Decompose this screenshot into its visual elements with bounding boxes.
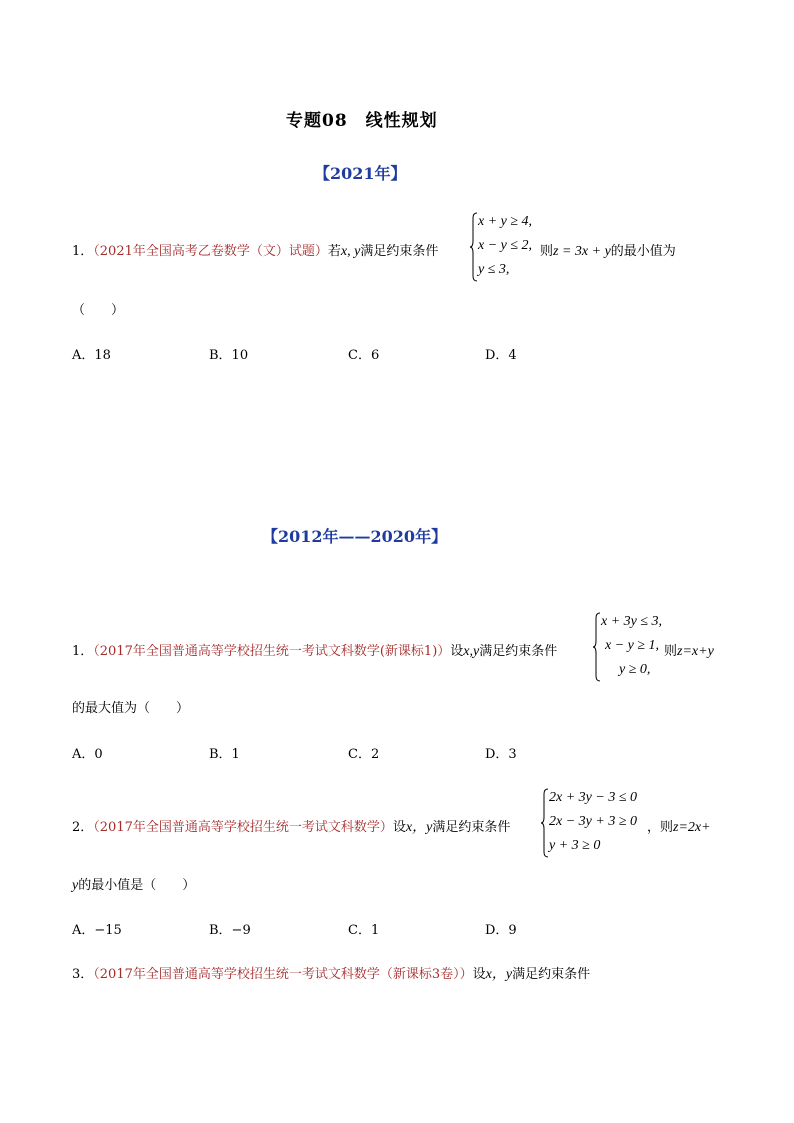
- objective-expression: z=x+y: [677, 644, 714, 659]
- option-c: C．1: [348, 923, 380, 938]
- question-text: 满足约束条件: [479, 644, 558, 659]
- constraint-system: [470, 212, 540, 282]
- option-b: B．−9: [209, 923, 251, 938]
- question-number: 3．: [72, 967, 94, 982]
- constraint-row: y + 3 ≥ 0: [549, 838, 601, 853]
- question-text: 若: [327, 244, 341, 259]
- constraint-row: 2x + 3y − 3 ≤ 0: [549, 790, 638, 805]
- question-number: 2．: [72, 820, 94, 835]
- left-brace-icon: [593, 612, 601, 682]
- section-heading-2021: 【2021年】: [314, 164, 407, 183]
- constraint-system: [593, 612, 663, 682]
- question-source: （2017年全国普通高等学校招生统一考试文科数学（新课标3卷））: [93, 967, 473, 982]
- objective-expression: z = 3x + y: [553, 244, 611, 259]
- option-a: A．−15: [72, 923, 122, 938]
- question-source: （2017年全国普通高等学校招生统一考试文科数学(新课标1)）: [93, 644, 451, 659]
- left-brace-icon: [470, 212, 478, 282]
- page-title: 专题08 线性规划: [286, 111, 438, 131]
- constraint-row: x − y ≤ 2,: [478, 238, 533, 253]
- question-continuation: [72, 874, 195, 894]
- left-brace-icon: [541, 788, 549, 858]
- constraint-row: x − y ≥ 1,: [605, 638, 660, 653]
- question-vars: x，y: [405, 820, 433, 835]
- question-vars: x，y: [485, 967, 513, 982]
- option-d: D．9: [485, 923, 517, 938]
- question-source: （2017年全国普通高等学校招生统一考试文科数学）: [93, 820, 393, 835]
- question-text: 满足约束条件: [512, 967, 591, 982]
- option-c: C．2: [348, 747, 380, 762]
- constraint-row: x + y ≥ 4,: [478, 214, 533, 229]
- question-text: 的最小值为: [610, 244, 676, 259]
- question-tail: [540, 240, 676, 260]
- question-3: [72, 963, 590, 983]
- answer-blank: （ ）: [72, 303, 125, 318]
- question-vars: x, y: [340, 244, 361, 259]
- question-text: 设: [472, 967, 486, 982]
- option-a: A．18: [72, 348, 111, 363]
- constraint-row: y ≥ 0,: [619, 662, 651, 677]
- objective-expression: z=2x+: [673, 820, 711, 835]
- question-vars: x,y: [463, 644, 480, 659]
- objective-variable: y: [72, 878, 79, 893]
- question-text: 设: [392, 820, 406, 835]
- option-a: A．0: [72, 747, 103, 762]
- constraint-row: y ≤ 3,: [478, 262, 510, 277]
- constraint-row: x + 3y ≤ 3,: [601, 614, 663, 629]
- question-continuation: 的最大值为（ ）: [72, 701, 190, 716]
- option-d: D．3: [485, 747, 517, 762]
- question-2: [72, 816, 510, 836]
- question-number: 1．: [72, 644, 94, 659]
- option-d: D．4: [485, 348, 517, 363]
- question-text: 满足约束条件: [360, 244, 439, 259]
- question-number: 1．: [72, 244, 94, 259]
- question-text: ，则: [647, 820, 674, 835]
- question-text: 设: [450, 644, 464, 659]
- question-tail: [647, 816, 711, 836]
- question-source: （2021年全国高考乙卷数学（文）试题）: [93, 244, 328, 259]
- question-text: 则: [664, 644, 678, 659]
- question-text: 满足约束条件: [432, 820, 511, 835]
- option-c: C．6: [348, 348, 380, 363]
- question-text: 则: [540, 244, 554, 259]
- question-text: 的最小值是（ ）: [78, 878, 196, 893]
- constraint-system: [541, 788, 647, 858]
- option-b: B．10: [209, 348, 249, 363]
- constraint-row: 2x − 3y + 3 ≥ 0: [549, 814, 638, 829]
- question-1: [72, 640, 557, 660]
- option-b: B．1: [209, 747, 240, 762]
- question-2021-1: [72, 240, 438, 260]
- question-tail: [664, 640, 714, 660]
- section-heading-2012-2020: 【2012年——2020年】: [262, 527, 448, 546]
